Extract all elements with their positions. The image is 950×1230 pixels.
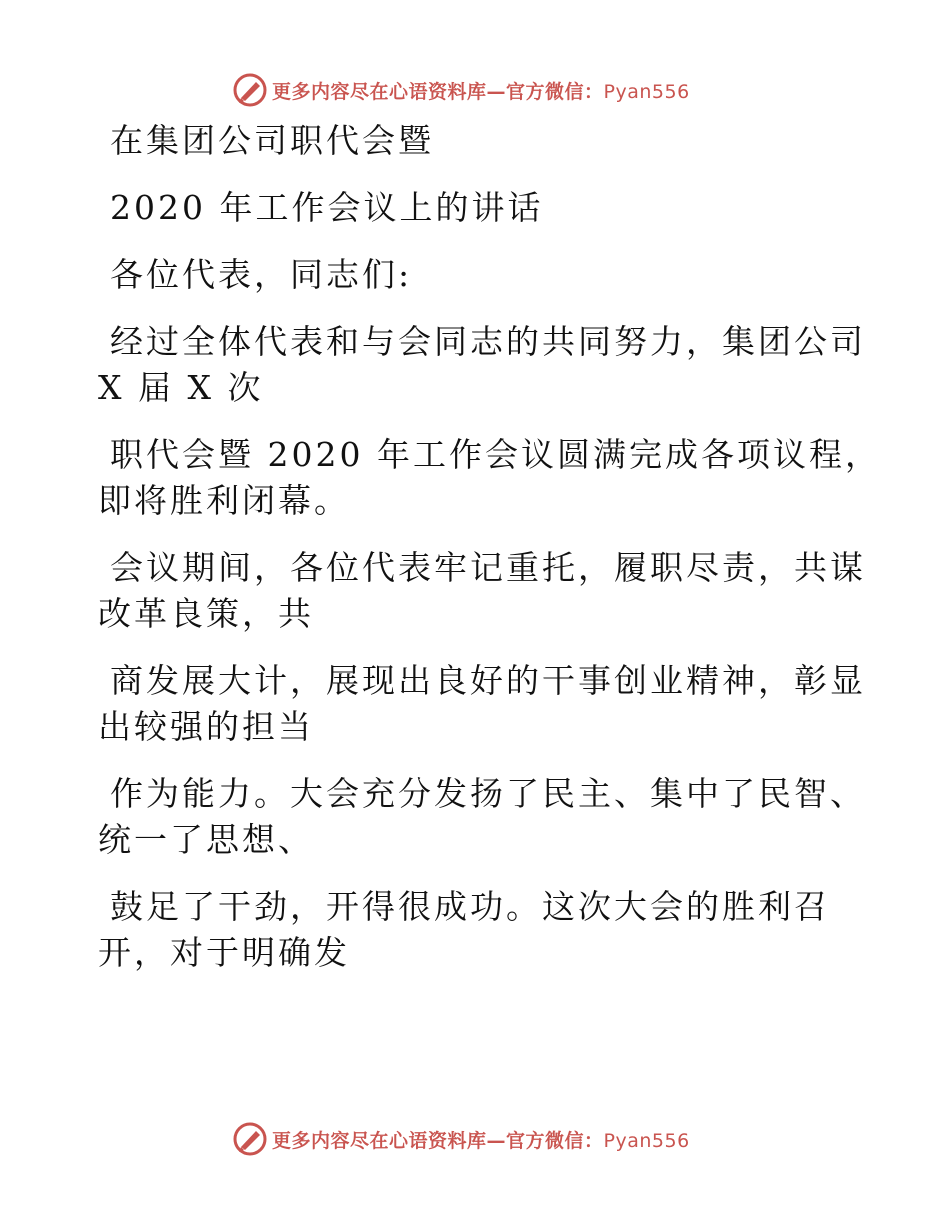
paragraph-line: 开，对于明确发 xyxy=(98,933,350,972)
salutation-text: 各位代表，同志们: xyxy=(110,255,413,294)
paragraph xyxy=(98,884,838,976)
paragraph xyxy=(98,545,866,637)
title-line: 在集团公司职代会暨 xyxy=(110,121,434,160)
document-body xyxy=(98,118,881,997)
pen-logo-icon xyxy=(232,1121,268,1157)
paragraph-line: 即将胜利闭幕。 xyxy=(98,481,350,520)
paragraph xyxy=(98,319,866,411)
paragraph-line: 改革良策，共 xyxy=(98,594,314,633)
pen-logo-icon xyxy=(232,72,268,108)
paragraph-line: 作为能力。大会充分发扬了民主、集中了民智、 xyxy=(110,774,866,813)
document-subtitle xyxy=(98,185,838,231)
paragraph-line: 职代会暨 2020 年工作会议圆满完成各项议程， xyxy=(110,435,881,474)
paragraph-line: 鼓足了干劲，开得很成功。这次大会的胜利召 xyxy=(110,887,830,926)
document-title xyxy=(98,118,838,164)
paragraph xyxy=(98,432,881,524)
paragraph-line: X 届 X 次 xyxy=(98,368,264,407)
header-watermark-banner xyxy=(232,70,690,110)
title-line: 2020 年工作会议上的讲话 xyxy=(110,188,544,227)
paragraph-line: 出较强的担当 xyxy=(98,707,314,746)
salutation xyxy=(98,252,838,298)
paragraph-line: 会议期间，各位代表牢记重托，履职尽责，共谋 xyxy=(110,548,866,587)
footer-watermark-banner xyxy=(232,1119,690,1159)
paragraph xyxy=(98,771,866,863)
banner-wechat-id: Pyan556 xyxy=(603,1129,690,1152)
banner-text: 更多内容尽在心语资料库—官方微信： xyxy=(272,1129,604,1152)
paragraph-line: 统一了思想、 xyxy=(98,820,314,859)
paragraph-line: 商发展大计，展现出良好的干事创业精神，彰显 xyxy=(110,661,866,700)
paragraph xyxy=(98,658,866,750)
paragraph-line: 经过全体代表和与会同志的共同努力，集团公司 xyxy=(110,322,866,361)
banner-wechat-id: Pyan556 xyxy=(603,80,690,103)
banner-text: 更多内容尽在心语资料库—官方微信： xyxy=(272,80,604,103)
